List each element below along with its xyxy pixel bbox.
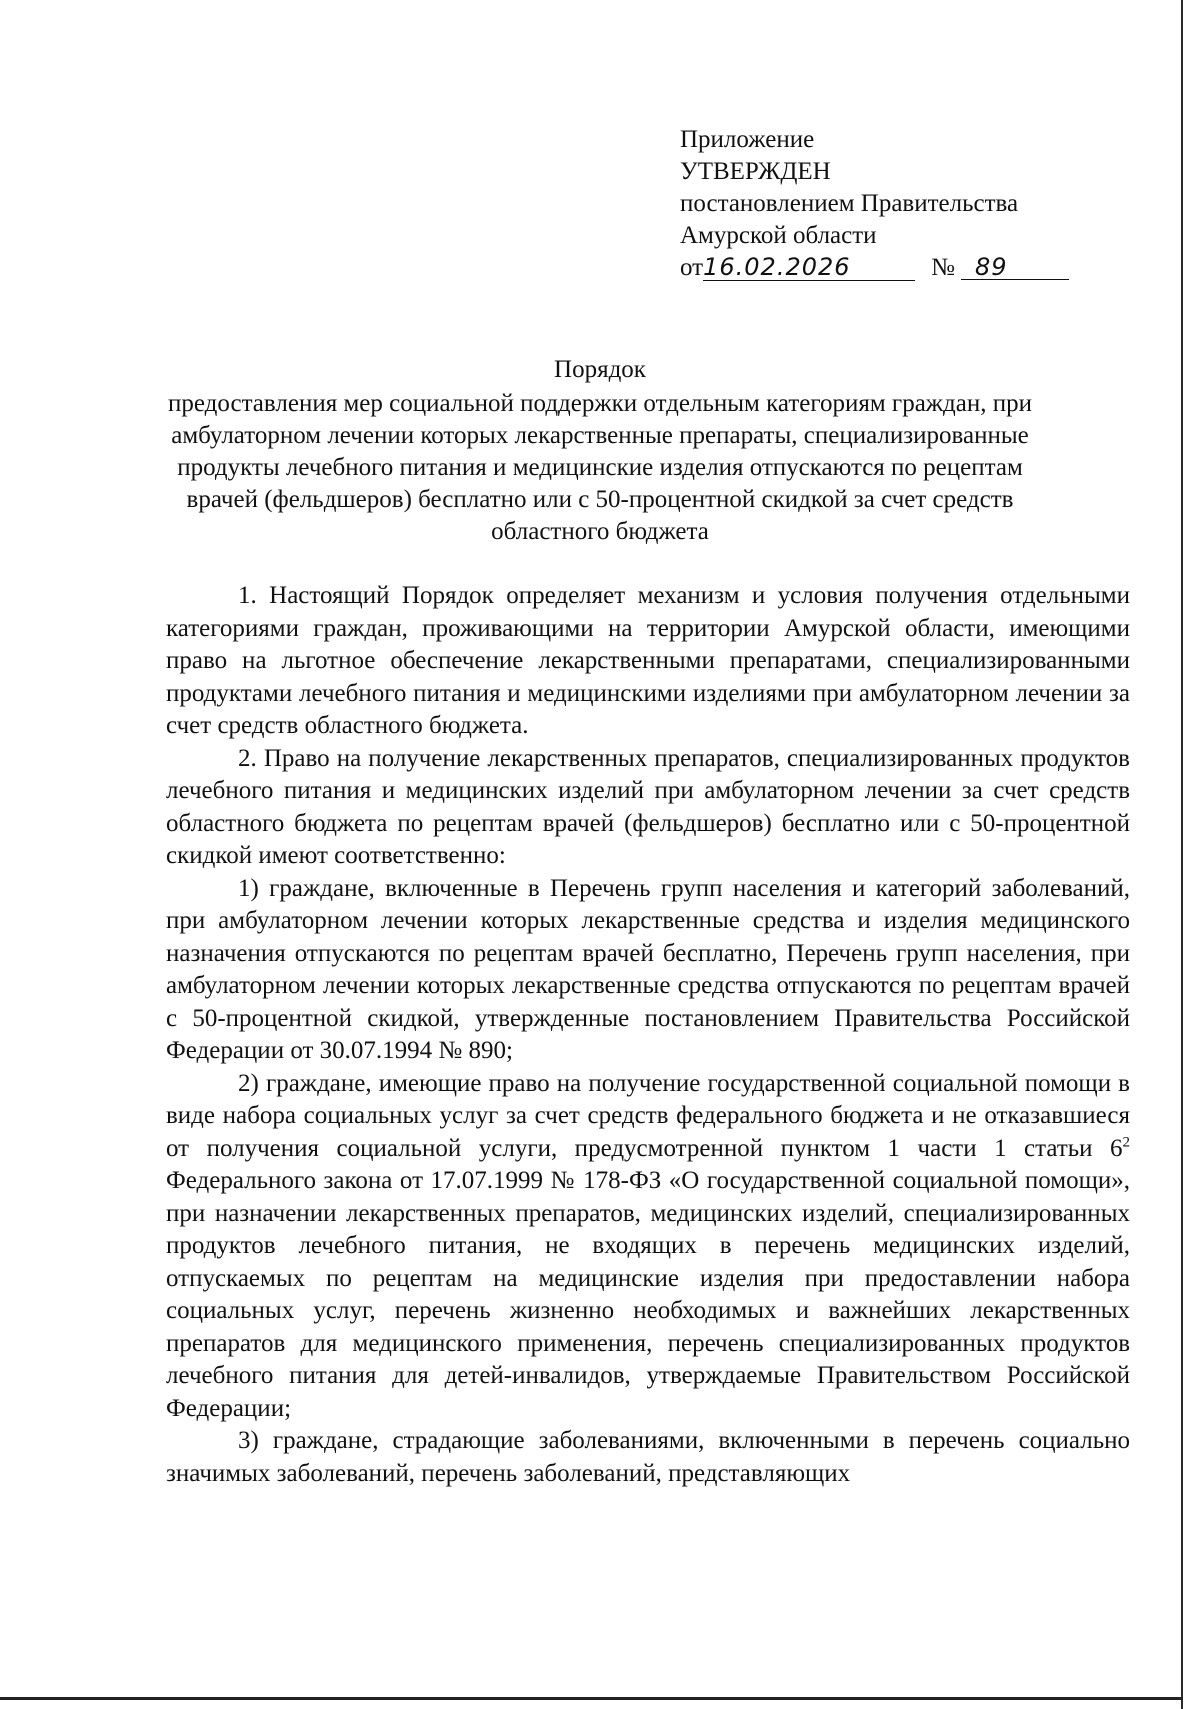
document-title: Порядок (554, 356, 646, 383)
approval-block (680, 124, 1069, 284)
date-blank (703, 254, 915, 281)
paragraph-1: 1. Настоящий Порядок определяет механизм и условия получения отдельными категориями граждан, проживающими на территории Амурской области, имеющими право на льготное обеспечение лекарственными препаратами, специализированными продуктами лечебного питания и медицинскими изделиями при амбулаторном лечении за счет средств областного бюджета. (166, 582, 1130, 739)
article-superscript: 2 (1122, 1134, 1130, 1151)
handwritten-number: 89 (974, 253, 1008, 281)
approved-label: УТВЕРЖДЕН (680, 158, 831, 185)
paragraph-2-item-3: 3) граждане, страдающие заболеваниями, включенными в перечень социально значимых заболеваний, перечень заболеваний, представляющих (166, 1427, 1130, 1487)
scan-edge-bottom (0, 1697, 1183, 1700)
date-number-line (680, 252, 1069, 284)
number-sign: № (931, 254, 955, 281)
region-line: Амурской области (680, 222, 877, 249)
approved-by-line: постановлением Правительства (680, 190, 1019, 217)
handwritten-date: 16.02.2026 (703, 253, 851, 281)
item-2-text-start: 2) граждане, имеющие право на получение государственной социальной помощи в виде набора социальных услуг за счет средств федерального бюджета и не отказавшиеся от получения социальной услуги, предусмотренной пунктом 1 части 1 статьи 6 (166, 1069, 1130, 1162)
document-body (166, 580, 1130, 1490)
item-2-text-end: Федерального закона от 17.07.1999 № 178-ФЗ «О государственной социальной помощи», при назначении лекарственных препаратов, медицинских изделий, специализированных продуктов лечебного питания, не входящих в перечень медицинских изделий, отпускаемых по рецептам на медицинские изделия при предоставлении набора социальных услуг, перечень жизненно необходимых и важнейших лекарственных препаратов для медицинского применения, перечень специализированных продуктов лечебного питания для детей-инвалидов, утверждаемые Правительством Российской Федерации; (166, 1167, 1130, 1422)
scan-edge-right (1181, 0, 1183, 1709)
number-blank (961, 254, 1069, 280)
document-subtitle: предоставления мер социальной поддержки отдельным категориям граждан, при амбулаторном лечении которых лекарственные препараты, специализированные продукты лечебного питания и медицинские изделия отпускаются по рецептам врачей (фельдшеров) бесплатно или с 50-процентной скидкой за счет средств областного бюджета (167, 390, 1033, 545)
date-prefix: от (680, 254, 704, 281)
appendix-label: Приложение (680, 126, 815, 153)
paragraph-2-item-1: 1) граждане, включенные в Перечень групп населения и категорий заболеваний, при амбулаторном лечении которых лекарственные средства и изделия медицинского назначения отпускаются по рецептам врачей бесплатно, Перечень групп населения, при амбулаторном лечении которых лекарственные средства отпускаются по рецептам врачей с 50-процентной скидкой, утвержденные постановлением Правительства Российской Федерации от 30.07.1994 № 890; (166, 874, 1130, 1064)
paragraph-2: 2. Право на получение лекарственных препаратов, специализированных продуктов лечебного питания и медицинских изделий при амбулаторном лечении за счет средств областного бюджета по рецептам врачей (фельдшеров) бесплатно или с 50-процентной скидкой имеют соответственно: (166, 744, 1130, 869)
paragraph-2-item-2 (166, 1068, 1130, 1426)
